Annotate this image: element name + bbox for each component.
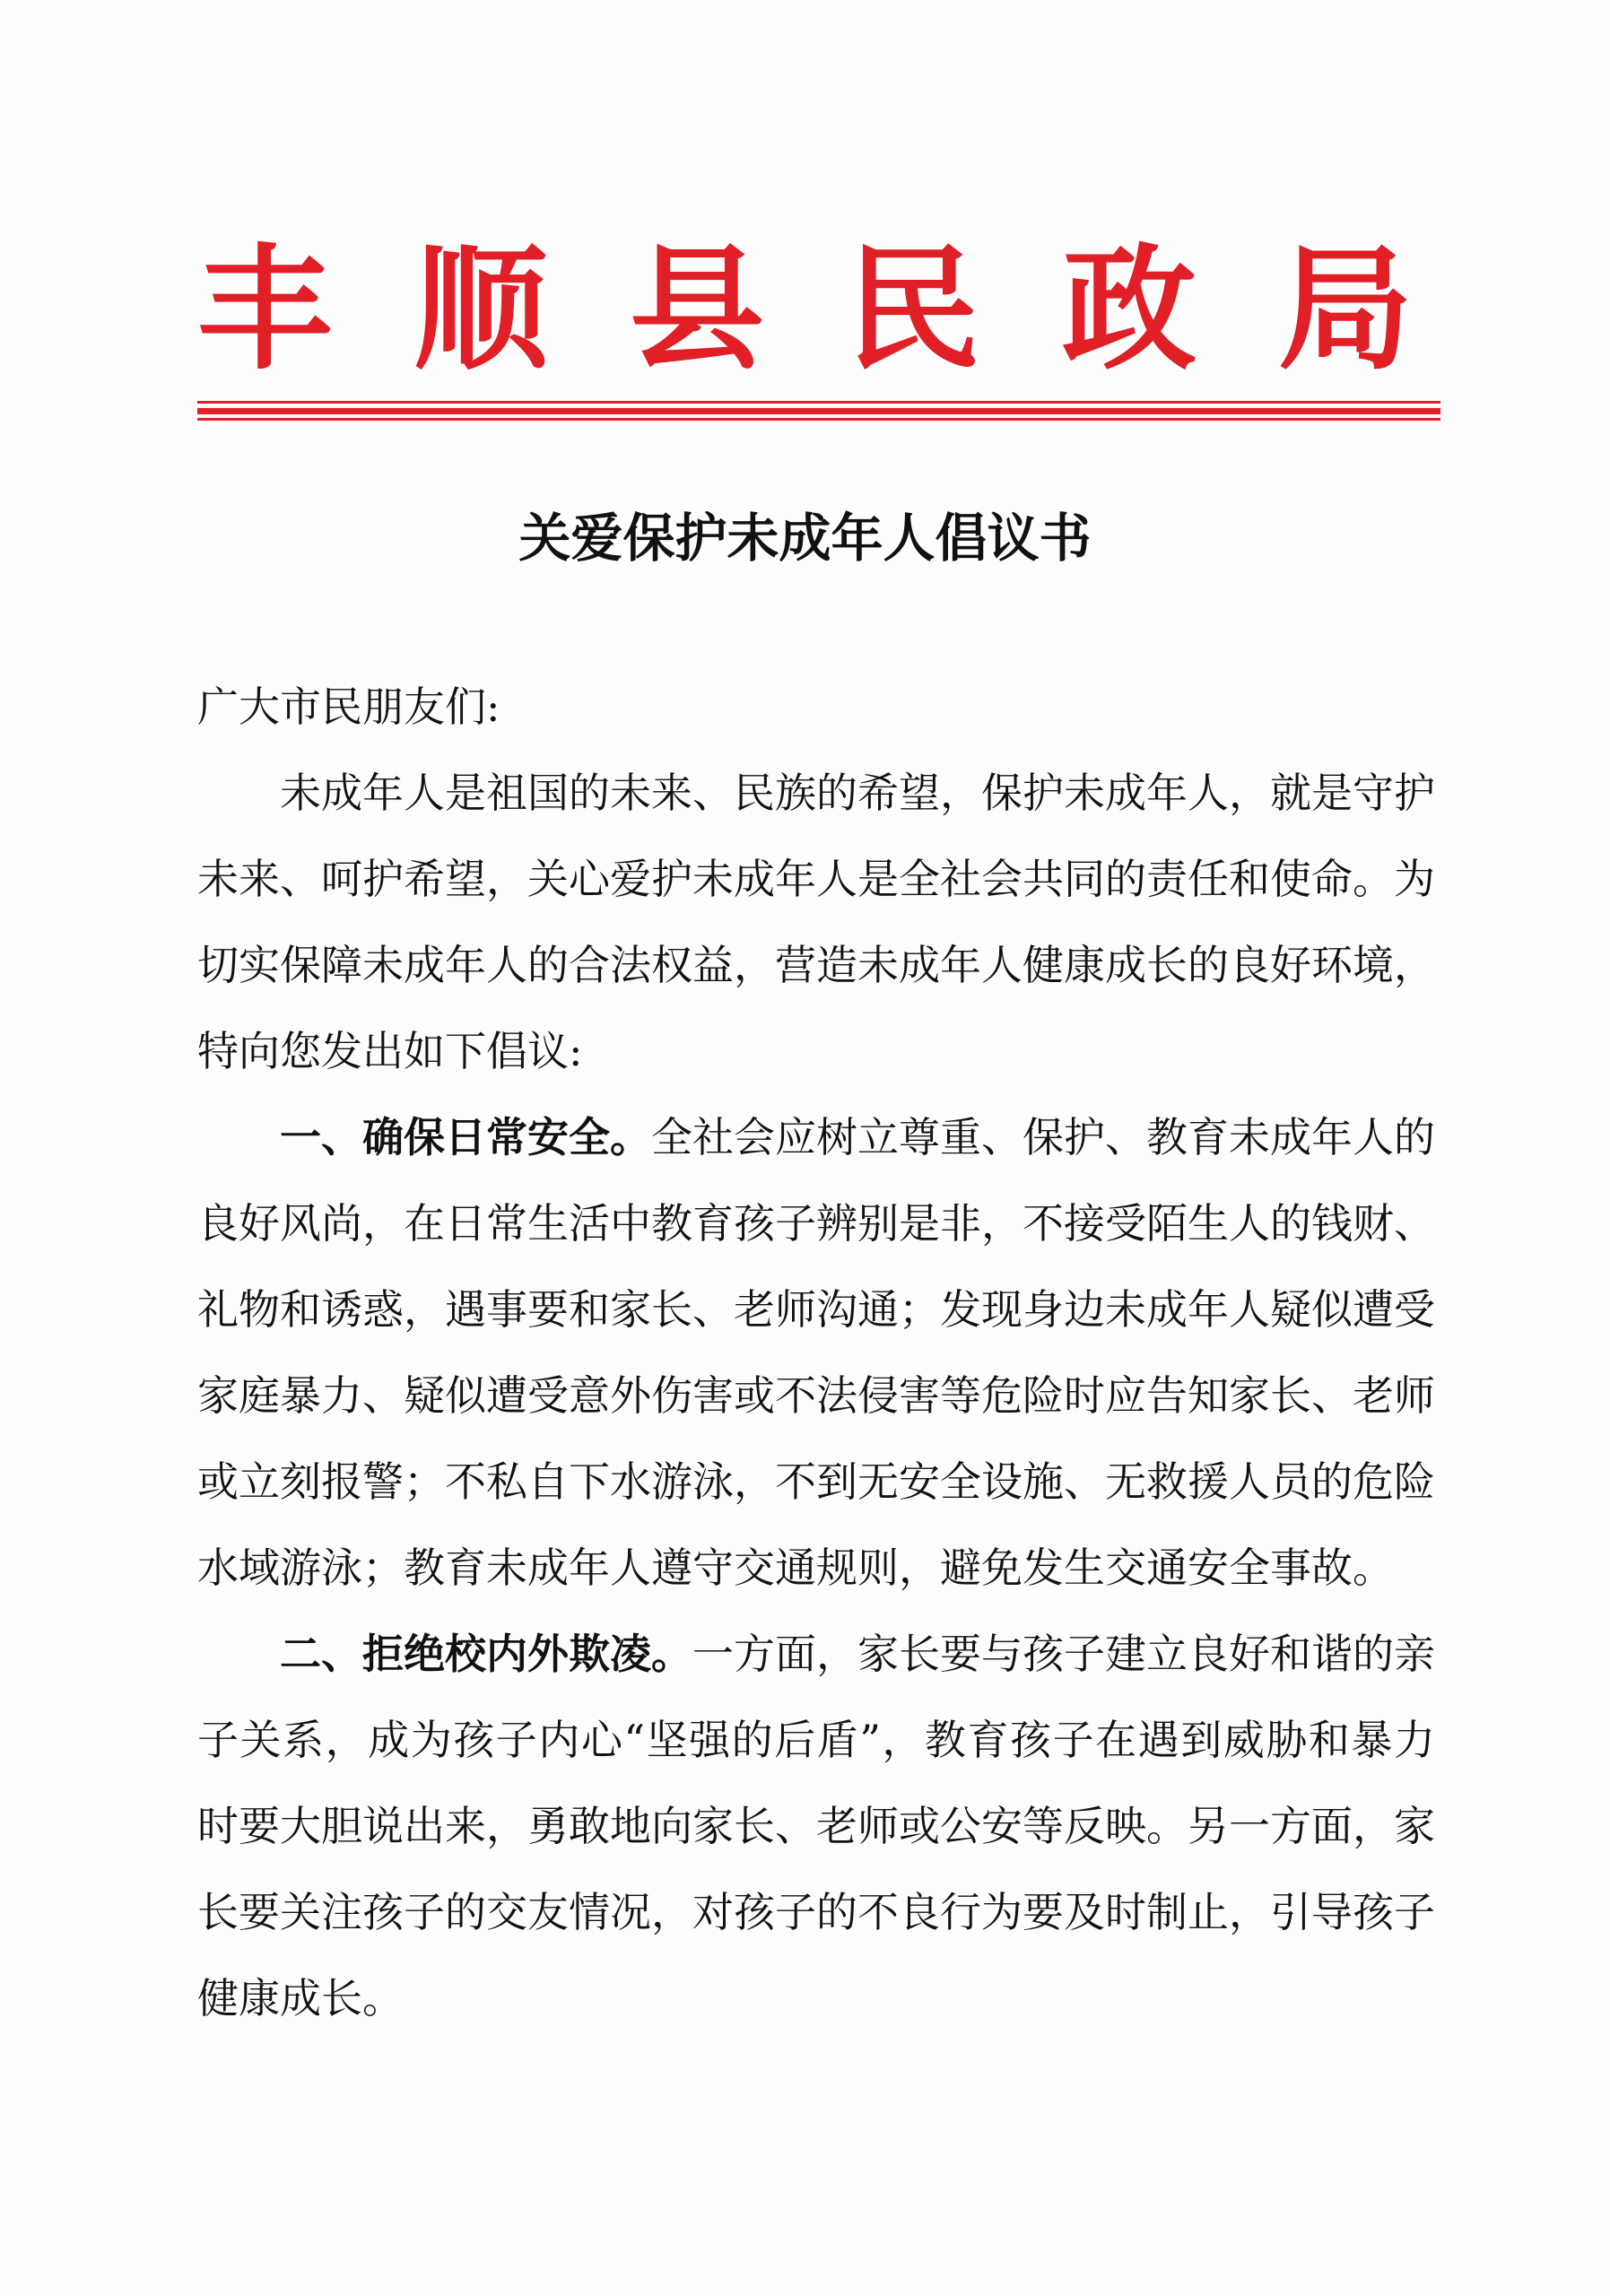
masthead-char: 局 [1277,230,1413,388]
section-paragraph [197,1094,1435,1611]
masthead-char: 民 [845,230,980,388]
masthead-char: 丰 [197,230,333,388]
masthead-char: 顺 [413,230,548,388]
document-title: 关爱保护未成年人倡议书 [518,508,1092,569]
header-rule-middle [197,408,1440,414]
document-body [197,664,1435,2041]
section-text: 全社会应树立尊重、保护、教育未成年人的良好风尚，在日常生活中教育孩子辨别是非，不接受陌生人的钱财、礼物和诱惑，遇事要和家长、老师沟通；发现身边未成年人疑似遭受家庭暴力、疑似遭受意外伤害或不法侵害等危险时应告知家长、老师或立刻报警；不私自下水游泳，不到无安全设施、无救援人员的危险水域游泳；教育未成年人遵守交通规则，避免发生交通安全事故。 [197,1113,1435,1592]
masthead-char: 政 [1061,230,1197,388]
masthead [197,229,1413,390]
header-rule-top [197,401,1440,404]
section-text: 一方面，家长要与孩子建立良好和谐的亲子关系，成为孩子内心“坚强的后盾”，教育孩子在遇到威胁和暴力时要大胆说出来，勇敢地向家长、老师或公安等反映。另一方面，家长要关注孩子的交友情况，对孩子的不良行为要及时制止，引导孩子健康成长。 [197,1630,1435,2022]
section-heading: 二、拒绝校内外欺凌。 [280,1630,692,1678]
intro-paragraph: 未成年人是祖国的未来、民族的希望，保护未成年人，就是守护未来、呵护希望，关心爱护未成年人是全社会共同的责任和使命。为切实保障未成年人的合法权益，营造未成年人健康成长的良好环境，特向您发出如下倡议: [197,769,1435,1075]
salutation: 广大市民朋友们: [197,683,500,731]
section-heading: 一、确保日常安全。 [280,1113,651,1161]
section-paragraph [197,1611,1435,2041]
masthead-char: 县 [629,230,764,388]
header-rule-bottom [197,418,1440,421]
